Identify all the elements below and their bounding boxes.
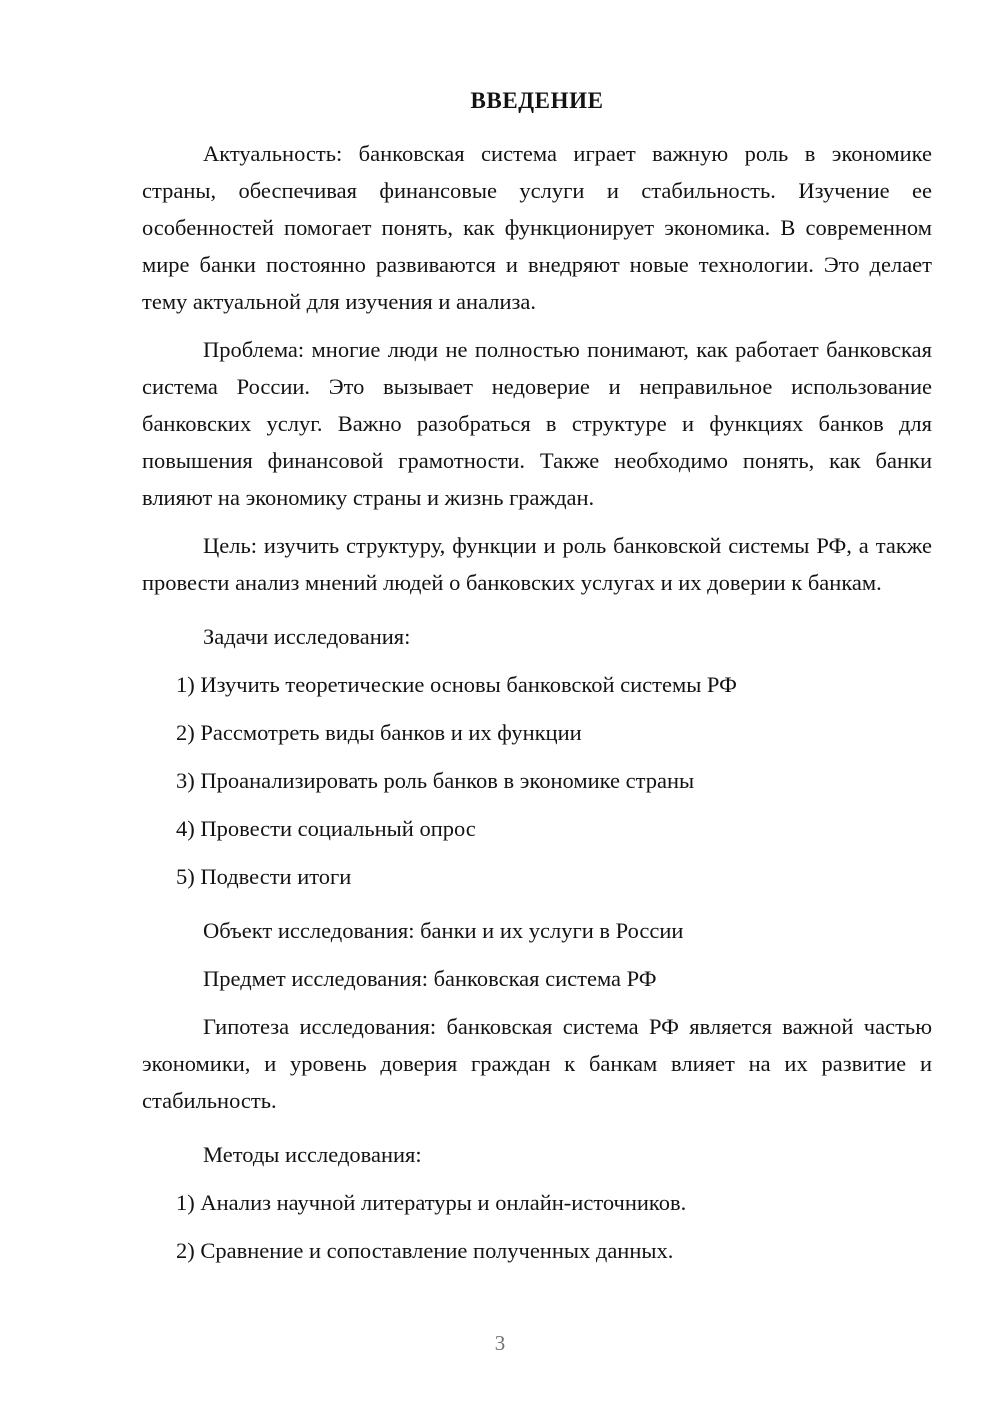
tasks-list — [142, 660, 932, 900]
list-item: 3) Проанализировать роль банков в экономике страны — [176, 768, 695, 793]
tasks-heading: Задачи исследования: — [203, 624, 411, 649]
list-item: 2) Рассмотреть виды банков и их функции — [176, 720, 582, 745]
paragraph-relevance: Актуальность: банковская система играет важную роль в экономике страны, обеспечивая финансовые услуги и стабильность. Изучение ее особенностей помогает понять, как функционирует экономика. В современном мире банки постоянно развиваются и внедряют новые технологии. Это делает тему актуальной для изучения и анализа. — [142, 141, 932, 314]
object-of-research-line: Объект исследования: банки и их услуги в России — [203, 918, 684, 943]
list-item: 1) Изучить теоретические основы банковской системы РФ — [176, 672, 737, 697]
paragraph-goal: Цель: изучить структуру, функции и роль банковской системы РФ, а также провести анализ мнений людей о банковских услугах и их доверии к банкам. — [142, 533, 932, 595]
list-item: 1) Анализ научной литературы и онлайн-источников. — [176, 1190, 687, 1215]
methods-heading: Методы исследования: — [203, 1142, 422, 1167]
list-item: 2) Сравнение и сопоставление полученных данных. — [176, 1238, 674, 1263]
paragraph-problem: Проблема: многие люди не полностью понимают, как работает банковская система России. Это вызывает недоверие и неправильное использование банковских услуг. Важно разобраться в структуре и функциях банков для повышения финансовой грамотности. Также необходимо понять, как банки влияют на экономику страны и жизнь граждан. — [142, 337, 932, 510]
methods-list — [142, 1178, 932, 1274]
subject-of-research-line: Предмет исследования: банковская система РФ — [203, 966, 657, 991]
list-item: 5) Подвести итоги — [176, 864, 352, 889]
paragraph-hypothesis: Гипотеза исследования: банковская система РФ является важной частью экономики, и уровень доверия граждан к банкам влияет на их развитие и стабильность. — [142, 1014, 932, 1113]
page-content — [142, 86, 932, 1274]
page-title: ВВЕДЕНИЕ — [470, 88, 604, 113]
page-number: 3 — [494, 1331, 506, 1355]
list-item: 4) Провести социальный опрос — [176, 816, 476, 841]
